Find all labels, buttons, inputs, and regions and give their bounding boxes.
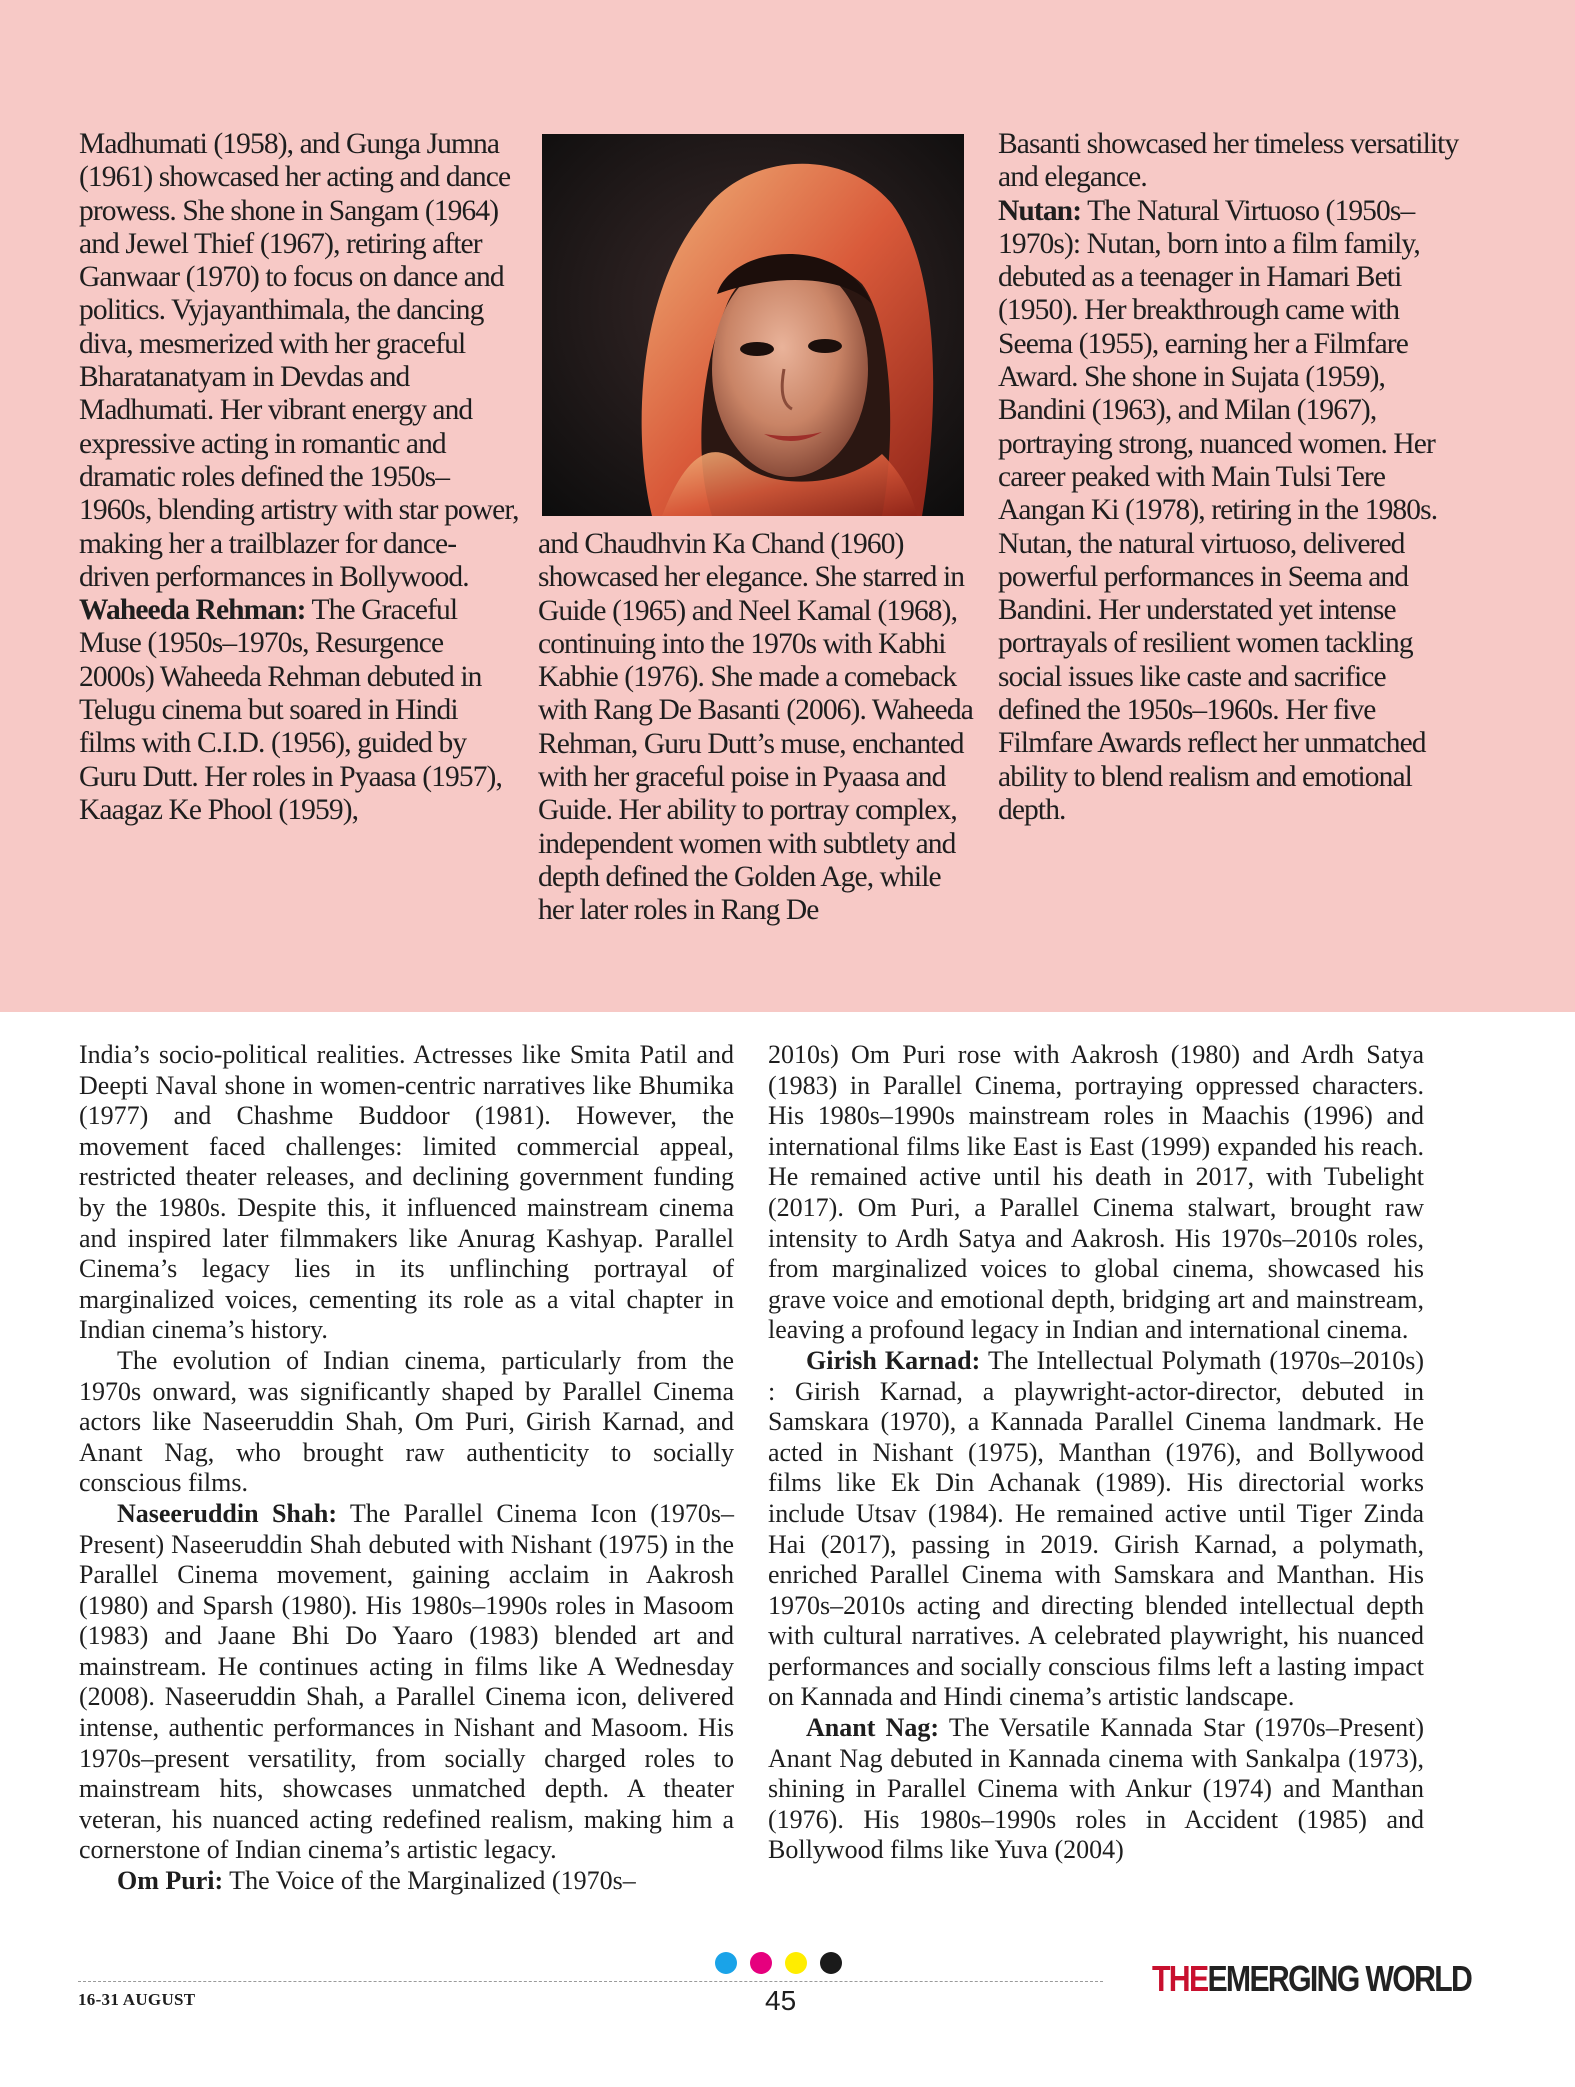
paragraph	[768, 1713, 1424, 1866]
issue-date: 16-31 AUGUST	[78, 1990, 196, 2009]
paragraph-text: The Versatile Kannada Star (1970s–Present) Anant Nag debuted in Kannada cinema with Sankalpa (1973), shining in Parallel Cinema with Ankur (1974) and Manthan (1976). His 1980s–1990s roles in Accident (1985) and Bollywood films like Yuva (2004)	[768, 1713, 1424, 1865]
registration-dot	[715, 1952, 737, 1974]
magazine-logo	[1152, 1958, 1471, 2000]
paragraph-text: India’s socio-political realities. Actresses like Smita Patil and Deepti Naval shone in women-centric narratives like Bhumika (1977) and Chashme Buddoor (1981). However, the movement faced challenges: limited commercial appeal, restricted theater releases, and declining government funding by the 1980s. Despite this, it influenced mainstream cinema and inspired later filmmakers like Anurag Kashyap. Parallel Cinema’s legacy lies in its unflinching portrayal of marginalized voices, cementing its role as a vital chapter in Indian cinema’s history.	[79, 1040, 734, 1345]
paragraph	[79, 1346, 734, 1499]
paragraph	[998, 128, 1468, 195]
paragraph	[768, 1346, 1424, 1713]
top-column-1	[79, 128, 519, 827]
logo-emerging-world: EMERGING WORLD	[1207, 1958, 1472, 1999]
paragraph	[79, 1499, 734, 1866]
run-in-heading: Om Puri:	[117, 1866, 224, 1896]
footer-divider	[78, 1981, 1103, 1982]
paragraph	[79, 128, 519, 594]
paragraph-text: The evolution of Indian cinema, particularly from the 1970s onward, was significantly shaped by Parallel Cinema actors like Naseeruddin Shah, Om Puri, Girish Karnad, and Anant Nag, who brought raw authenticity to socially conscious films.	[79, 1345, 734, 1498]
paragraph	[768, 1040, 1424, 1346]
run-in-heading: Girish Karnad:	[806, 1345, 981, 1375]
portrait-photo	[542, 134, 964, 516]
paragraph-text: The Voice of the Marginalized (1970s–	[223, 1866, 636, 1896]
paragraph-text: The Intellectual Polymath (1970s–2010s) : Girish Karnad, a playwright-actor-director, debuted in Samskara (1970), a Kannada Parallel Cinema landmark. He acted in Nishant (1975), Manthan (1976), and Bollywood films like Ek Din Achanak (1989). His directorial works include Utsav (1984). He remained active until Tiger Zinda Hai (2017), passing in 2019. Girish Karnad, a polymath, enriched Parallel Cinema with Samskara and Manthan. His 1970s–2010s acting and directing blended intellectual depth with cultural narratives. A celebrated playwright, his nuanced performances and socially conscious films left a lasting impact on Kannada and Hindi cinema’s artistic landscape.	[768, 1345, 1424, 1712]
paragraph-text: Madhumati (1958), and Gunga Jumna (1961) showcased her acting and dance prowess. She shone in Sangam (1964) and Jewel Thief (1967), retiring after Ganwaar (1970) to focus on dance and politics. Vyjayanthimala, the dancing diva, mesmerized with her graceful Bharatanatyam in Devdas and Madhumati. Her vibrant energy and expressive acting in romantic and dramatic roles defined the 1950s–1960s, blending artistry with star power, making her a trailblazer for dance-driven performances in Bollywood.	[79, 128, 519, 593]
run-in-heading: Nutan:	[998, 194, 1082, 227]
article-column-1	[79, 1040, 734, 1897]
paragraph-text: The Parallel Cinema Icon (1970s–Present) Naseeruddin Shah debuted with Nishant (1975) in the Parallel Cinema movement, gaining acclaim in Aakrosh (1980) and Sparsh (1980). His 1980s–1990s roles in Masoom (1983) and Jaane Bhi Do Yaaro (1983) blended art and mainstream. He continues acting in films like A Wednesday (2008). Naseeruddin Shah, a Parallel Cinema icon, delivered intense, authentic performances in Nishant and Masoom. His 1970s–present versatility, from socially charged roles to mainstream hits, showcases unmatched depth. A theater veteran, his nuanced acting redefined realism, making him a cornerstone of Indian cinema’s artistic legacy.	[79, 1498, 734, 1865]
paragraph	[538, 528, 978, 928]
paragraph-text: and Chaudhvin Ka Chand (1960) showcased her elegance. She starred in Guide (1965) and Neel Kamal (1968), continuing into the 1970s with Kabhi Kabhie (1976). She made a comeback with Rang De Basanti (2006). Waheeda Rehman, Guru Dutt’s muse, enchanted with her graceful poise in Pyaasa and Guide. Her ability to portray complex, independent women with subtlety and depth defined the Golden Age, while her later roles in Rang De	[538, 528, 973, 927]
paragraph-text: The Natural Virtuoso (1950s–1970s): Nutan, born into a film family, debuted as a teenager in Hamari Beti (1950). Her breakthrough came with Seema (1955), earning her a Filmfare Award. She shone in Sujata (1959), Bandini (1963), and Milan (1967), portraying strong, nuanced women. Her career peaked with Main Tulsi Tere Aangan Ki (1978), retiring in the 1980s. Nutan, the natural virtuoso, delivered powerful performances in Seema and Bandini. Her understated yet intense portrayals of resilient women tackling social issues like caste and sacrifice defined the 1950s–1960s. Her five Filmfare Awards reflect her unmatched ability to blend realism and emotional depth.	[998, 194, 1438, 826]
run-in-heading: Naseeruddin Shah:	[117, 1498, 337, 1528]
paragraph-text: Basanti showcased her timeless versatility and elegance.	[998, 128, 1459, 194]
paragraph	[79, 1040, 734, 1346]
run-in-heading: Waheeda Rehman:	[79, 594, 306, 627]
registration-dot	[750, 1952, 772, 1974]
run-in-heading: Anant Nag:	[806, 1713, 940, 1743]
paragraph	[79, 1866, 734, 1897]
paragraph-text: 2010s) Om Puri rose with Aakrosh (1980) and Ardh Satya (1983) in Parallel Cinema, portraying oppressed characters. His 1980s–1990s mainstream roles in Maachis (1996) and international films like East is East (1999) expanded his reach. He remained active until his death in 2017, with Tubelight (2017). Om Puri, a Parallel Cinema stalwart, brought raw intensity to Ardh Satya and Aakrosh. His 1970s–2010s roles, from marginalized voices to global cinema, showcased his grave voice and emotional depth, bridging art and mainstream, leaving a profound legacy in Indian and international cinema.	[768, 1040, 1424, 1345]
top-column-3	[998, 128, 1468, 827]
paragraph-text: The Graceful Muse (1950s–1970s, Resurgence 2000s) Waheeda Rehman debuted in Telugu cinema but soared in Hindi films with C.I.D. (1956), guided by Guru Dutt. Her roles in Pyaasa (1957), Kaagaz Ke Phool (1959),	[79, 594, 502, 826]
page-number: 45	[765, 1985, 797, 2016]
logo-the: THE	[1152, 1958, 1208, 1999]
registration-dot	[785, 1952, 807, 1974]
registration-dot	[820, 1952, 842, 1974]
top-column-2	[538, 528, 978, 928]
paragraph	[79, 594, 519, 827]
article-column-2	[768, 1040, 1424, 1866]
paragraph	[998, 195, 1468, 828]
